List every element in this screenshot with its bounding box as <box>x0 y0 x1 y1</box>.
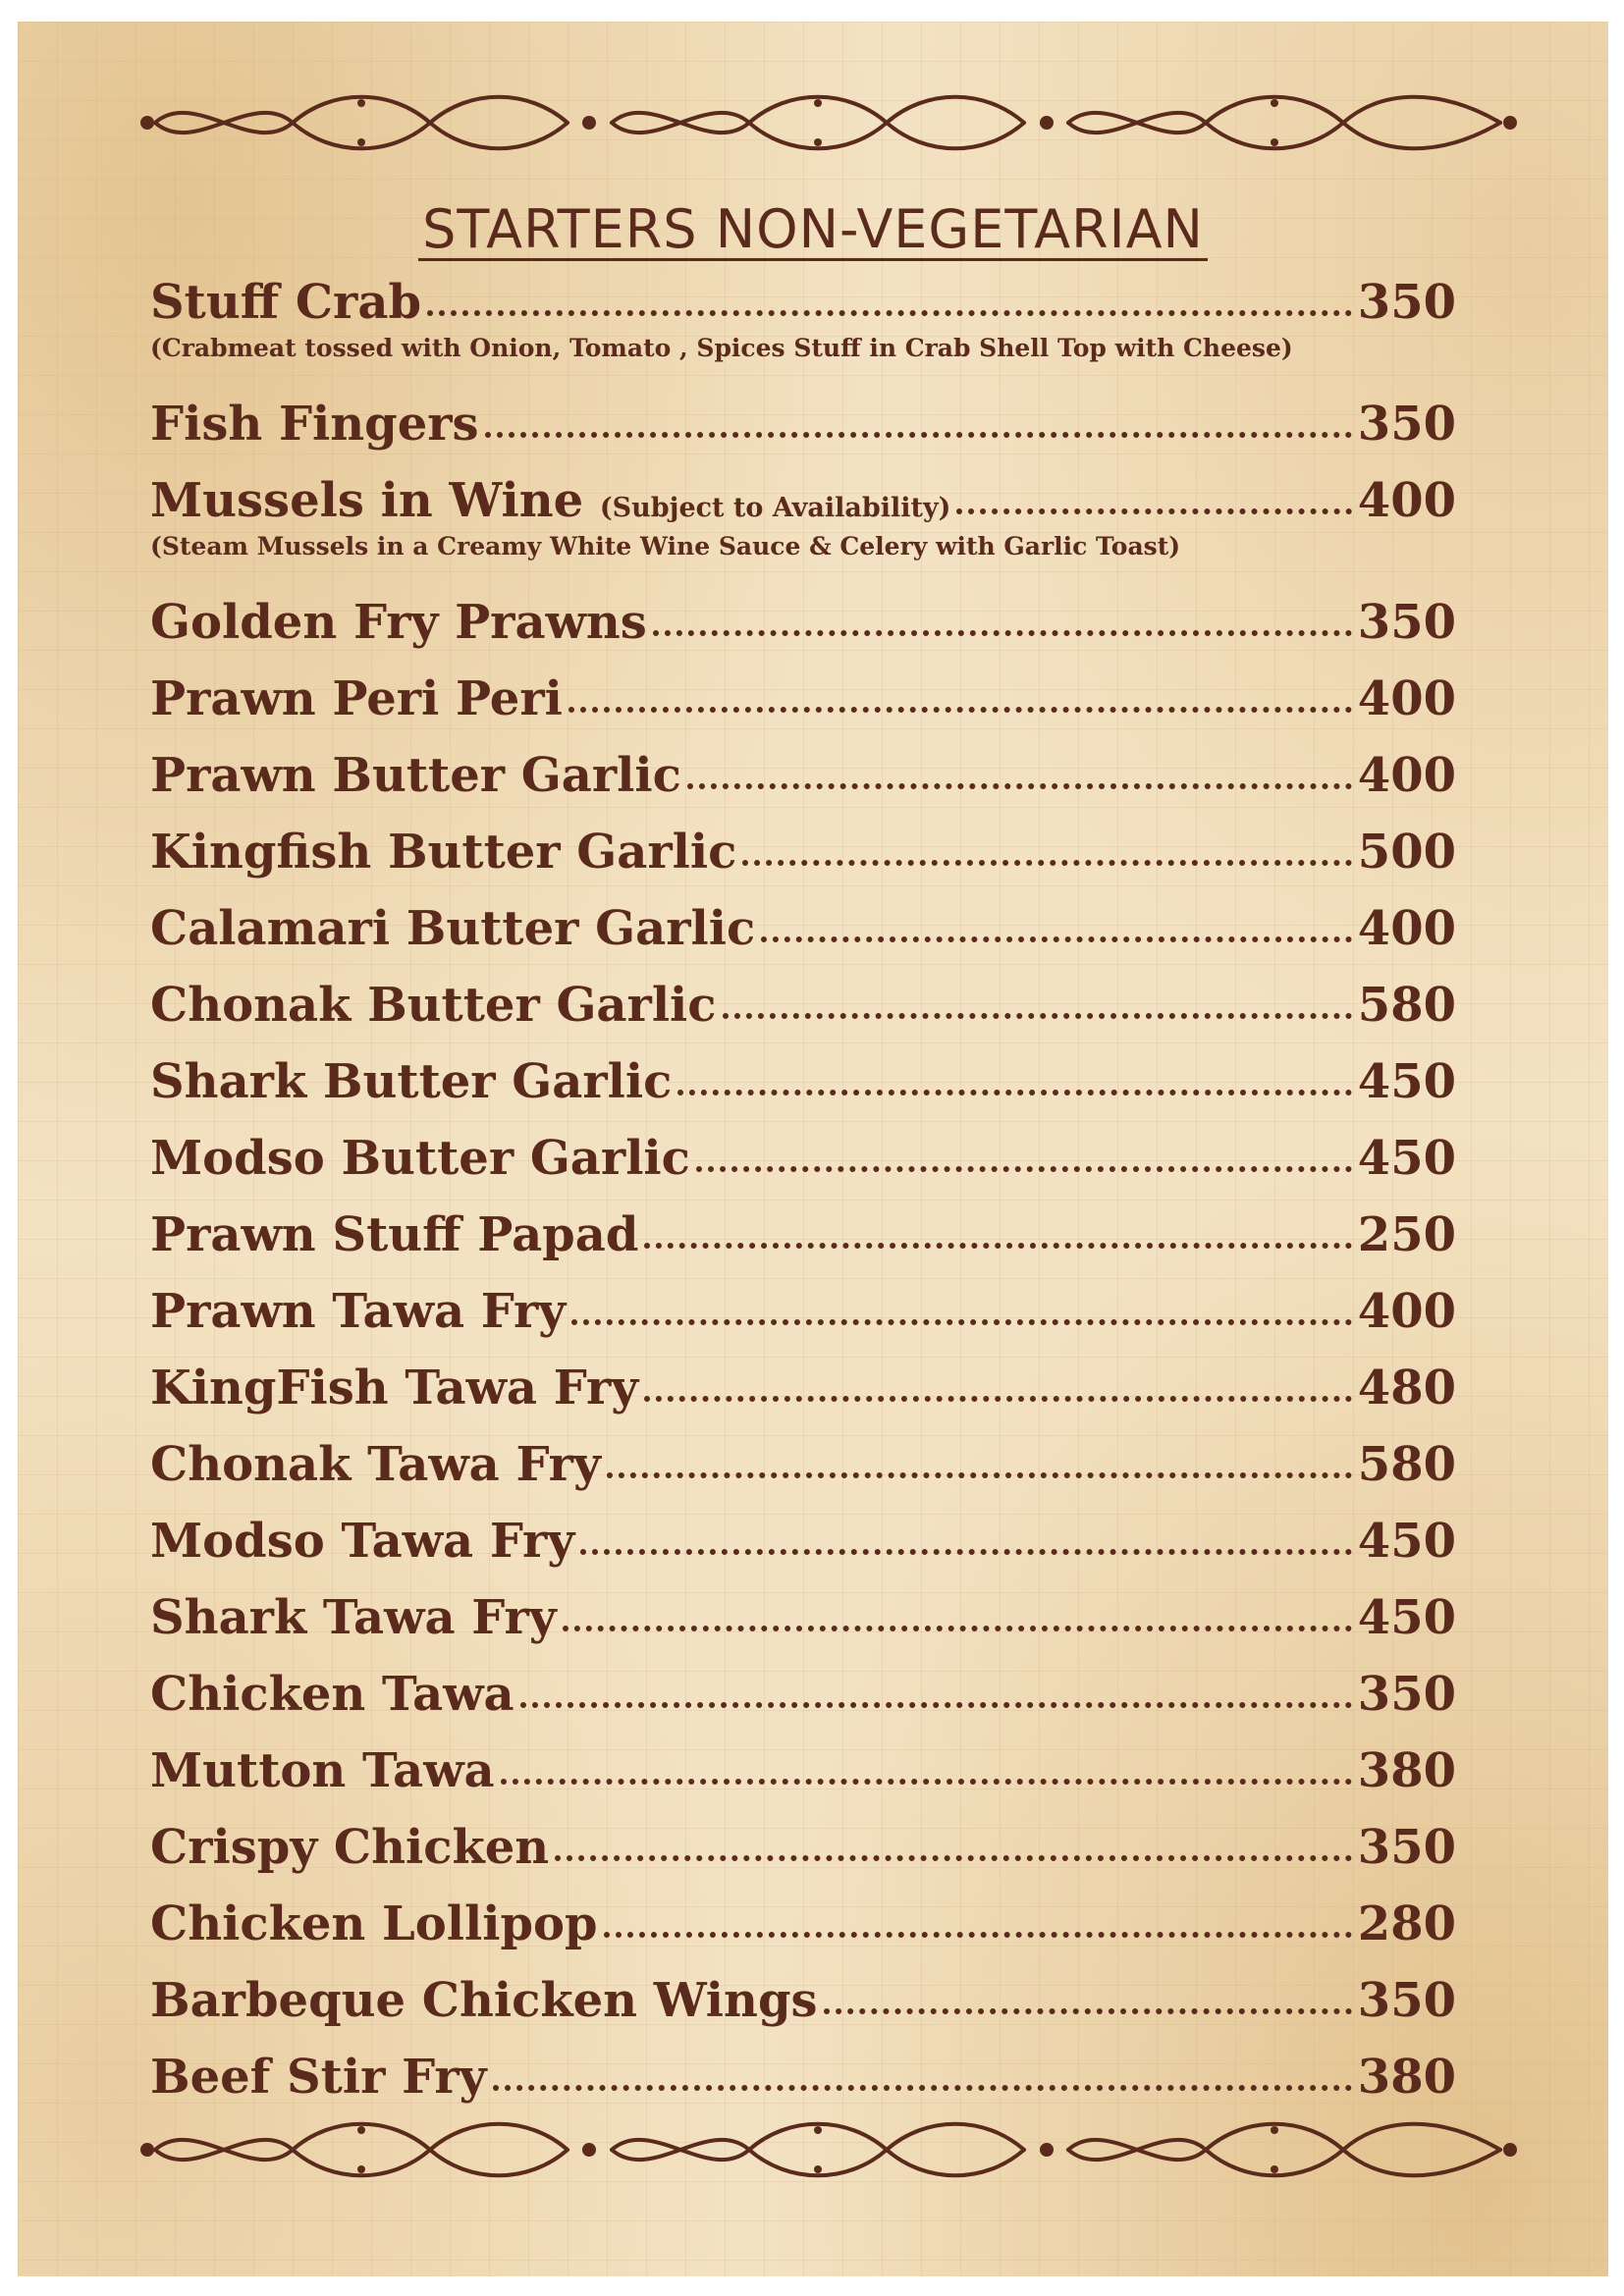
menu-item-price: 380 <box>1357 2050 1456 2105</box>
menu-item <box>150 1284 1456 1339</box>
menu-item-row <box>150 1437 1456 1492</box>
menu-item-price: 280 <box>1357 1896 1456 1951</box>
dot-leader <box>723 1013 1352 1019</box>
menu-item-name <box>150 1054 673 1109</box>
menu-item-name-text: Prawn Stuff Papad <box>150 1207 639 1262</box>
menu-item <box>150 825 1456 880</box>
menu-item-price: 580 <box>1357 978 1456 1033</box>
menu-item-row <box>150 1131 1456 1186</box>
menu-item-name <box>150 1743 495 1798</box>
menu-item-name-text: KingFish Tawa Fry <box>150 1361 639 1415</box>
menu-item-row <box>150 595 1456 650</box>
menu-item <box>150 275 1456 362</box>
menu-item <box>150 1590 1456 1645</box>
menu-item-price: 580 <box>1357 1437 1456 1492</box>
menu-item <box>150 1514 1456 1569</box>
menu-item-name <box>150 1437 601 1492</box>
menu-item-note: (Subject to Availability) <box>599 493 951 523</box>
dot-leader <box>568 707 1352 713</box>
menu-item-row <box>150 901 1456 956</box>
menu-item-price: 500 <box>1357 825 1456 880</box>
menu-item-name-text: Mussels in Wine <box>150 473 584 528</box>
menu-item-name-text: Golden Fry Prawns <box>150 595 647 650</box>
dot-leader <box>563 1626 1352 1631</box>
menu-item-name-text: Mutton Tawa <box>150 1743 495 1798</box>
menu-item-price: 450 <box>1357 1054 1456 1109</box>
menu-item-name-text: Shark Tawa Fry <box>150 1590 557 1645</box>
menu-item-price: 350 <box>1357 595 1456 650</box>
menu-item-description: (Steam Mussels in a Creamy White Wine Sauce & Celery with Garlic Toast) <box>150 532 1181 561</box>
menu-item-name <box>150 1514 575 1569</box>
menu-item <box>150 473 1456 561</box>
menu-item-name <box>150 473 951 528</box>
menu-item-name <box>150 825 737 880</box>
menu-item-row <box>150 1361 1456 1415</box>
dot-leader <box>555 1855 1352 1861</box>
menu-item-price: 350 <box>1357 1820 1456 1875</box>
menu-item-name <box>150 1973 818 2028</box>
dot-leader <box>742 860 1351 866</box>
menu-item <box>150 901 1456 956</box>
menu-item <box>150 1131 1456 1186</box>
menu-item-price: 380 <box>1357 1743 1456 1798</box>
menu-item-name-text: Calamari Butter Garlic <box>150 901 756 956</box>
menu-item <box>150 1973 1456 2028</box>
menu-item-name-text: Beef Stir Fry <box>150 2050 487 2105</box>
menu-item-price: 400 <box>1357 671 1456 726</box>
menu-item-row <box>150 2050 1456 2105</box>
menu-item-price: 400 <box>1357 748 1456 803</box>
dot-leader <box>687 783 1352 789</box>
menu-item-name <box>150 1361 639 1415</box>
menu-item-name <box>150 1207 639 1262</box>
dot-leader <box>677 1090 1351 1095</box>
flourish-ornament-top <box>135 93 1520 152</box>
menu-item-row <box>150 1284 1456 1339</box>
menu-item-row <box>150 1973 1456 2028</box>
menu-item-price: 480 <box>1357 1361 1456 1415</box>
dot-leader <box>604 1932 1352 1938</box>
menu-item-price: 350 <box>1357 1973 1456 2028</box>
menu-item-name <box>150 397 479 452</box>
menu-item <box>150 1437 1456 1492</box>
menu-item-row <box>150 1743 1456 1798</box>
menu-item-name-text: Prawn Peri Peri <box>150 671 563 726</box>
menu-item-row <box>150 1820 1456 1875</box>
menu-item-price: 350 <box>1357 275 1456 330</box>
menu-item-name-text: Prawn Tawa Fry <box>150 1284 567 1339</box>
page-title-text: STARTERS NON-VEGETARIAN <box>418 200 1208 261</box>
menu-item-price: 450 <box>1357 1514 1456 1569</box>
menu-item-price: 450 <box>1357 1131 1456 1186</box>
menu-item-row <box>150 825 1456 880</box>
flourish-ornament-bottom <box>135 2120 1520 2179</box>
menu-item-name-text: Kingfish Butter Garlic <box>150 825 737 880</box>
menu-item-name <box>150 1590 557 1645</box>
menu-item-row <box>150 1590 1456 1645</box>
menu-item-name <box>150 595 647 650</box>
menu-item <box>150 1667 1456 1722</box>
dot-leader <box>493 2085 1352 2091</box>
menu-item-name-text: Stuff Crab <box>150 275 421 330</box>
menu-item-name <box>150 1667 514 1722</box>
menu-item-row <box>150 671 1456 726</box>
menu-item-name-text: Chonak Butter Garlic <box>150 978 717 1033</box>
menu-item-name <box>150 1284 567 1339</box>
menu-item-row <box>150 1896 1456 1951</box>
menu-item-name-text: Chicken Tawa <box>150 1667 514 1722</box>
dot-leader <box>427 310 1352 316</box>
dot-leader <box>520 1702 1352 1708</box>
menu-item-name-text: Barbeque Chicken Wings <box>150 1973 818 2028</box>
menu-item-name-text: Crispy Chicken <box>150 1820 550 1875</box>
menu-item-name <box>150 978 717 1033</box>
menu-item-price: 350 <box>1357 1667 1456 1722</box>
menu-item-row <box>150 473 1456 528</box>
menu-item <box>150 748 1456 803</box>
dot-leader <box>824 2008 1352 2014</box>
menu-item-name-text: Modso Tawa Fry <box>150 1514 575 1569</box>
menu-item-name-text: Modso Butter Garlic <box>150 1131 690 1186</box>
page-title <box>18 198 1608 261</box>
menu-item-price: 250 <box>1357 1207 1456 1262</box>
menu-item <box>150 1361 1456 1415</box>
menu-item-name-text: Fish Fingers <box>150 397 479 452</box>
menu-item-row <box>150 978 1456 1033</box>
dot-leader <box>653 630 1352 636</box>
menu-item-price: 400 <box>1357 473 1456 528</box>
menu-item <box>150 1207 1456 1262</box>
menu-item-row <box>150 1667 1456 1722</box>
dot-leader <box>644 1243 1351 1249</box>
menu-item <box>150 2050 1456 2105</box>
menu-item-name <box>150 275 421 330</box>
menu-item-name-text: Shark Butter Garlic <box>150 1054 673 1109</box>
menu-item-name <box>150 1820 550 1875</box>
menu-item-name <box>150 1131 690 1186</box>
menu-item-name-text: Chicken Lollipop <box>150 1896 598 1951</box>
dot-leader <box>761 936 1352 942</box>
menu-item-name-text: Chonak Tawa Fry <box>150 1437 601 1492</box>
menu-item-row <box>150 1054 1456 1109</box>
dot-leader <box>485 432 1352 438</box>
menu-item-name <box>150 748 681 803</box>
menu-page <box>18 22 1608 2276</box>
menu-item-price: 350 <box>1357 397 1456 452</box>
menu-item-description: (Crabmeat tossed with Onion, Tomato , Spices Stuff in Crab Shell Top with Cheese) <box>150 334 1293 362</box>
menu-item-price: 400 <box>1357 901 1456 956</box>
dot-leader <box>501 1779 1352 1785</box>
menu-item <box>150 978 1456 1033</box>
menu-item-name <box>150 671 563 726</box>
menu-item <box>150 397 1456 452</box>
menu-item-row <box>150 1514 1456 1569</box>
dot-leader <box>580 1549 1352 1555</box>
menu-item-row <box>150 1207 1456 1262</box>
menu-item-price: 400 <box>1357 1284 1456 1339</box>
menu-item <box>150 595 1456 650</box>
menu-item <box>150 1820 1456 1875</box>
menu-item <box>150 1896 1456 1951</box>
menu-item-row <box>150 397 1456 452</box>
dot-leader <box>644 1396 1352 1402</box>
menu-item-name <box>150 1896 598 1951</box>
menu-item <box>150 671 1456 726</box>
menu-item <box>150 1743 1456 1798</box>
menu-item-row <box>150 275 1456 330</box>
menu-item-price: 450 <box>1357 1590 1456 1645</box>
dot-leader <box>607 1472 1352 1478</box>
menu-item-name <box>150 901 756 956</box>
menu-item-row <box>150 748 1456 803</box>
dot-leader <box>956 508 1351 514</box>
menu-item-name <box>150 2050 487 2105</box>
dot-leader <box>571 1319 1352 1325</box>
menu-item <box>150 1054 1456 1109</box>
dot-leader <box>696 1166 1352 1172</box>
menu-item-name-text: Prawn Butter Garlic <box>150 748 681 803</box>
